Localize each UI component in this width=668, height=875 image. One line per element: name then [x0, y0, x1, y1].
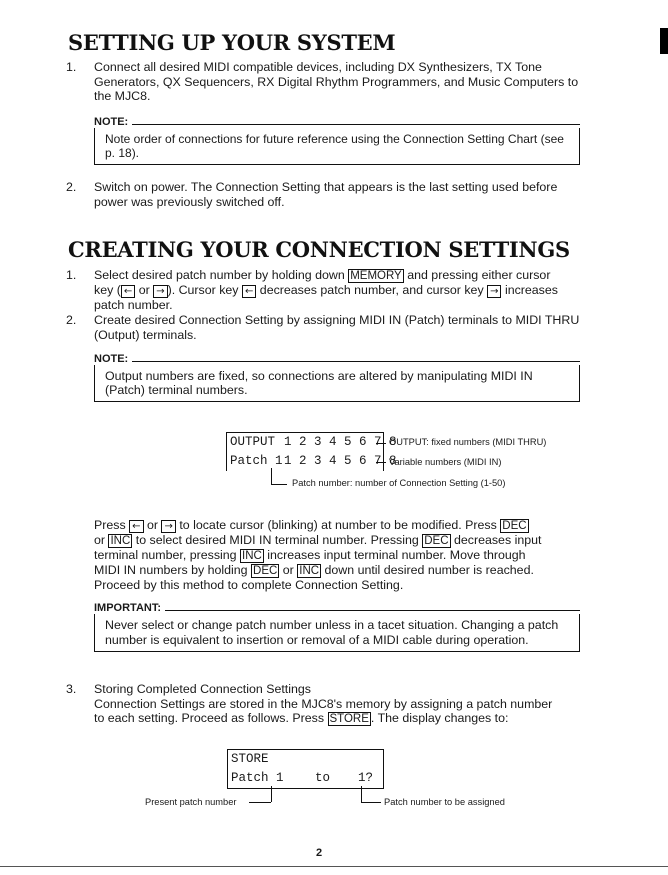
note-box	[94, 365, 580, 402]
callout-leader	[376, 443, 386, 444]
lcd-to-label: to	[315, 771, 331, 785]
page-number: 2	[316, 847, 323, 859]
inc-key: INC	[110, 535, 131, 547]
important-rule	[165, 610, 580, 611]
list-number: 2.	[66, 180, 77, 194]
left-arrow-key-icon: ←	[242, 285, 256, 298]
important-label: IMPORTANT:	[94, 602, 162, 614]
lcd-patch-label: Patch 1	[231, 771, 284, 785]
lcd-output-digits: 1 2 3 4 5 6 7 8	[284, 435, 397, 449]
right-arrow-key-icon: →	[487, 285, 501, 298]
thumb-index-tab	[660, 28, 668, 54]
list-number: 2.	[66, 313, 77, 327]
right-arrow-key-icon: →	[161, 520, 175, 533]
callout-leader	[271, 484, 287, 485]
storing-title: Storing Completed Connection Settings	[94, 682, 311, 696]
lcd-patch-digits: 1 2 3 4 5 6 7 8	[284, 454, 397, 468]
list-number: 3.	[66, 682, 77, 696]
list-item-storing: Storing Completed Connection Settings Connection Settings are stored in the MJC8's memory by assigning a patch number to each setting. Proceed as follows. Press STORE . The display changes to:	[94, 682, 580, 726]
list-item-connect-devices: Connect all desired MIDI compatible devices, including DX Synthesizers, TX Tone Generators, QX Sequencers, RX Digital Rhythm Programmers, and Music Computers to the MJC8.	[94, 60, 579, 104]
note-label: NOTE:	[94, 353, 129, 365]
lcd-store-label: STORE	[231, 752, 269, 766]
store-key: STORE	[329, 713, 369, 726]
callout-variable: Variable numbers (MIDI IN)	[389, 457, 502, 467]
callout-leader	[249, 802, 271, 803]
lcd-target-number: 1?	[358, 771, 374, 785]
paragraph-cursor-instructions: Press ← or → to locate cursor (blinking) at number to be modified. Press DEC or INC to select desired MIDI IN terminal number. Pressing DEC decreases input terminal number, pressing INC increases input terminal number. Move through MIDI IN numbers by holding DEC or INC down until desired number is reached. Proceed by this method to complete Connection Setting.	[94, 518, 542, 592]
note-block	[94, 353, 580, 402]
important-box	[94, 614, 580, 652]
callout-patch: Patch number: number of Connection Setting (1-50)	[292, 478, 506, 488]
left-arrow-key-icon: ←	[129, 520, 143, 533]
callout-output: OUTPUT: fixed numbers (MIDI THRU)	[389, 437, 547, 447]
left-arrow-key-icon: ←	[121, 285, 135, 298]
callout-leader	[361, 802, 381, 803]
section-heading-setting-up: SETTING UP YOUR SYSTEM	[68, 30, 396, 55]
inc-key: INC	[242, 550, 262, 562]
dec-key: DEC	[424, 535, 449, 547]
note-box	[94, 128, 580, 165]
callout-leader	[376, 462, 386, 463]
section-heading-creating: CREATING YOUR CONNECTION SETTINGS	[68, 237, 570, 262]
list-number: 1.	[66, 268, 77, 282]
list-item-switch-power: Switch on power. The Connection Setting that appears is the last setting used before power was previously switched off.	[94, 180, 558, 209]
right-arrow-key-icon: →	[153, 285, 167, 298]
important-text: Never select or change patch number unless in a tacet situation. Changing a patch number is equivalent to insertion or removal of a MIDI cable during operation.	[105, 618, 559, 647]
lcd-output-label: OUTPUT	[230, 435, 276, 449]
lcd-patch-label: Patch 1	[230, 454, 283, 468]
callout-leader	[361, 786, 362, 802]
list-number: 1.	[66, 60, 77, 74]
list-item-create-setting: Create desired Connection Setting by assigning MIDI IN (Patch) terminals to MIDI THRU (Output) terminals.	[94, 313, 580, 342]
note-rule	[132, 124, 580, 125]
memory-key: MEMORY	[350, 270, 402, 282]
list-item-select-patch: Select desired patch number by holding down MEMORY and pressing either cursor key ( ← or → ). Cursor key ← decreases patch number, and cursor key → increases patch number.	[94, 268, 558, 312]
callout-leader	[271, 468, 272, 484]
callout-present-patch: Present patch number	[145, 797, 237, 807]
callout-assign-patch: Patch number to be assigned	[384, 797, 505, 807]
note-text: Output numbers are fixed, so connections are altered by manipulating MIDI IN (Patch) terminal numbers.	[105, 369, 533, 398]
note-block	[94, 116, 580, 165]
note-label: NOTE:	[94, 116, 129, 128]
inc-key: INC	[299, 565, 320, 577]
note-rule	[132, 361, 580, 362]
callout-leader	[271, 786, 272, 802]
important-block	[94, 602, 580, 652]
dec-key: DEC	[253, 565, 278, 577]
note-text: Note order of connections for future reference using the Connection Setting Chart (see p. 18).	[105, 132, 564, 161]
dec-key: DEC	[502, 520, 527, 532]
bottom-rule	[0, 866, 668, 867]
